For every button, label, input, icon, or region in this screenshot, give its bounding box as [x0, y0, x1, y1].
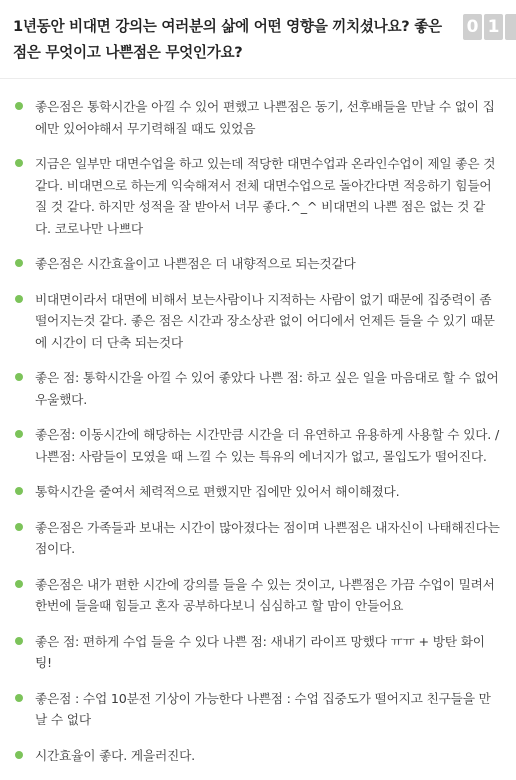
bullet-icon — [15, 295, 23, 303]
bullet-icon — [15, 159, 23, 167]
bullet-icon — [15, 751, 23, 759]
answer-item — [0, 424, 516, 467]
bullet-icon — [15, 580, 23, 588]
answer-item — [0, 517, 516, 560]
question-header — [0, 0, 516, 79]
answer-text: 시간효율이 좋다. 게을러진다. — [35, 747, 196, 763]
answer-text: 좋은점은 통학시간을 아낄 수 있어 편했고 나쁜점은 동기, 선후배들을 만날 수 없이 집에만 있어야해서 무기력해질 때도 있었음 — [35, 99, 495, 136]
bullet-icon — [15, 259, 23, 267]
answer-text: 좋은점은 가족들과 보내는 시간이 많아졌다는 점이며 나쁜점은 내자신이 나태해진다는 점이다. — [35, 519, 500, 556]
answer-text: 비대면이라서 대면에 비해서 보는사람이나 지적하는 사람이 없기 때문에 집중력이 좀 떨어지는것 같다. 좋은 점은 시간과 장소상관 없이 어디에서 언제든 들을 수 있기 때문에 시간이 더 단축 되는것다 — [35, 291, 495, 350]
answer-text: 좋은 점: 편하게 수업 들을 수 있다 나쁜 점: 새내기 라이프 망했다 ㅠㅠ + 방탄 화이팅! — [35, 633, 485, 670]
answer-item — [0, 96, 516, 139]
bullet-icon — [15, 487, 23, 495]
bullet-icon — [15, 523, 23, 531]
answer-text: 좋은점 : 수업 10분전 기상이 가능한다 나쁜점 : 수업 집중도가 떨어지고 친구들을 만날 수 없다 — [35, 690, 491, 727]
answer-item — [0, 253, 516, 275]
bullet-icon — [15, 102, 23, 110]
bullet-icon — [15, 430, 23, 438]
answer-text: 지금은 일부만 대면수업을 하고 있는데 적당한 대면수업과 온라인수업이 제일 좋은 것 같다. 비대면으로 하는게 익숙해져서 전체 대면수업으로 돌아간다면 적응하기 힘들어질 것 같다. 하지만 성적을 잘 받아서 너무 좋다.^_^ 비대면의 나쁜 점은 없는 것 같다. 코로나만 나쁘다 — [35, 156, 496, 236]
bullet-icon — [15, 373, 23, 381]
answer-text: 좋은점은 내가 편한 시간에 강의를 들을 수 있는 것이고, 나쁜점은 가끔 수업이 밀려서 한번에 들을때 힘들고 혼자 공부하다보니 심심하고 할 맘이 안들어요 — [35, 576, 495, 613]
answer-item — [0, 153, 516, 239]
counter-digit: 1 — [484, 14, 503, 40]
counter-digit — [505, 14, 516, 40]
answer-item — [0, 745, 516, 767]
bullet-icon — [15, 694, 23, 702]
answer-item — [0, 367, 516, 410]
answer-item — [0, 289, 516, 354]
answer-text: 좋은점은 시간효율이고 나쁜점은 더 내향적으로 되는것같다 — [35, 256, 356, 271]
response-counter — [463, 14, 516, 40]
answer-text: 통학시간을 줄여서 체력적으로 편했지만 집에만 있어서 해이해졌다. — [35, 484, 400, 499]
answer-text: 좋은점: 이동시간에 해당하는 시간만큼 시간을 더 유연하고 유용하게 사용할 수 있다. / 나쁜점: 사람들이 모였을 때 느낄 수 있는 특유의 에너지가 없고, 몰입도가 떨어진다. — [35, 427, 500, 464]
answer-item — [0, 481, 516, 503]
answer-text: 좋은 점: 통학시간을 아낄 수 있어 좋았다 나쁜 점: 하고 싶은 일을 마음대로 할 수 없어 우울했다. — [35, 370, 499, 407]
answer-item — [0, 631, 516, 674]
answer-list — [0, 96, 516, 780]
counter-digit: 0 — [463, 14, 482, 40]
answer-item — [0, 574, 516, 617]
bullet-icon — [15, 637, 23, 645]
answer-item — [0, 688, 516, 731]
question-title: 1년동안 비대면 강의는 여러분의 삶에 어떤 영향을 끼치셨나요? 좋은점은 무엇이고 나쁜점은 무엇인가요? — [13, 18, 442, 61]
